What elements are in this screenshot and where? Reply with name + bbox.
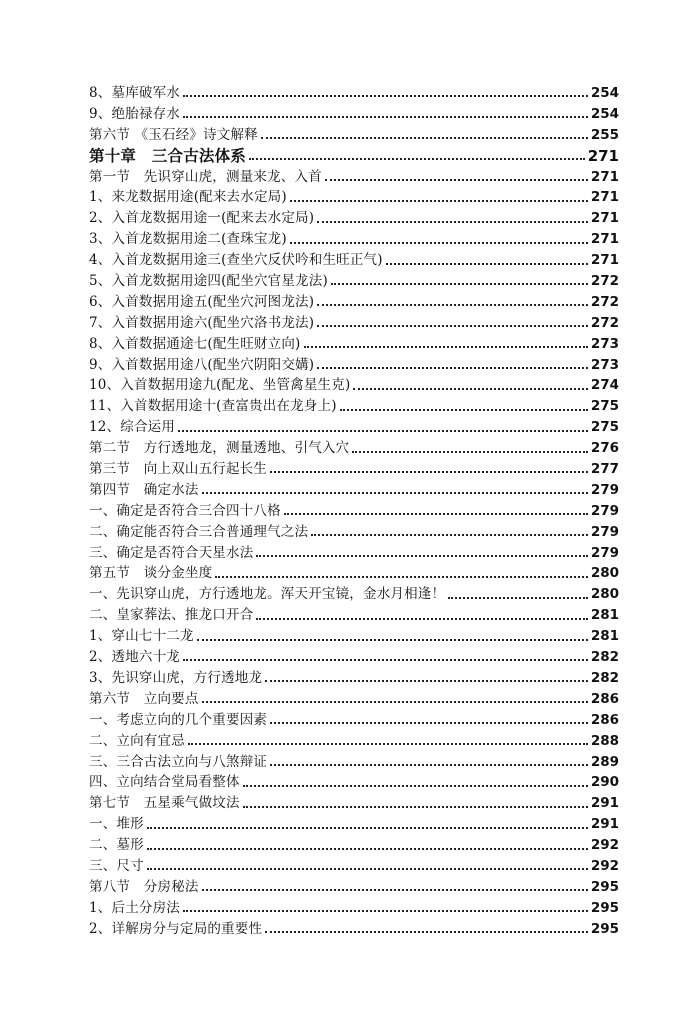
toc-dot-leader <box>290 242 588 244</box>
toc-section-row <box>89 689 619 710</box>
toc-page-number: 291 <box>590 816 619 833</box>
toc-page-number: 277 <box>590 461 619 478</box>
toc-page-number: 271 <box>590 189 619 206</box>
toc-page-number: 271 <box>590 252 619 269</box>
toc-entry-title: 一、考虑立向的几个重要因素 <box>89 711 268 728</box>
toc-dot-leader <box>284 513 588 515</box>
toc-dot-leader <box>147 868 588 870</box>
toc-dot-leader <box>178 430 588 432</box>
toc-item-row <box>89 375 619 396</box>
toc-item-row <box>89 250 619 271</box>
toc-entry-title: 第三节 向上双山五行起长生 <box>89 461 268 478</box>
toc-entry-title: 第十章 三合古法体系 <box>89 145 247 165</box>
toc-page-number: 282 <box>590 669 619 686</box>
toc-dot-leader <box>265 680 588 682</box>
toc-entry-title: 10、入首数据用途九(配龙、坐管禽星生克) <box>89 377 351 394</box>
toc-item-row <box>89 501 619 522</box>
toc-page-number: 286 <box>590 690 619 707</box>
toc-entry-title: 6、入首数据用途五(配坐穴河图龙法) <box>89 293 315 310</box>
toc-entry-title: 2、入首龙数据用途一(配来去水定局) <box>89 210 315 227</box>
toc-item-row <box>89 271 619 292</box>
toc-entry-title: 4、入首龙数据用途三(查坐穴反伏吟和生旺正气) <box>89 252 383 269</box>
toc-dot-leader <box>243 785 588 787</box>
toc-entry-title: 一、确定是否符合三合四十八格 <box>89 502 281 519</box>
toc-dot-leader <box>215 576 588 578</box>
toc-section-row <box>89 793 619 814</box>
toc-item-row <box>89 898 619 919</box>
toc-item-row <box>89 772 619 793</box>
table-of-contents <box>89 83 619 940</box>
toc-page-number: 281 <box>590 628 619 645</box>
toc-page-number: 275 <box>590 419 619 436</box>
toc-page-number: 275 <box>590 398 619 415</box>
toc-item-row <box>89 919 619 940</box>
toc-dot-leader <box>202 889 588 891</box>
toc-page-number: 254 <box>590 105 619 122</box>
toc-page-number: 272 <box>590 293 619 310</box>
toc-entry-title: 1、后土分房法 <box>89 899 180 916</box>
toc-entry-title: 三、尺寸 <box>89 857 144 874</box>
toc-dot-leader <box>304 346 588 348</box>
toc-dot-leader <box>183 659 588 661</box>
toc-page-number: 272 <box>590 314 619 331</box>
toc-page-number: 255 <box>590 126 619 143</box>
toc-dot-leader <box>317 325 588 327</box>
toc-item-row <box>89 522 619 543</box>
toc-page-number: 290 <box>590 774 619 791</box>
toc-item-row <box>89 313 619 334</box>
toc-dot-leader <box>317 304 588 306</box>
toc-dot-leader <box>256 555 587 557</box>
toc-entry-title: 二、立向有宜忌 <box>89 732 185 749</box>
toc-entry-title: 二、皇家葬法、推龙口开合 <box>89 607 254 624</box>
toc-page-number: 279 <box>590 481 619 498</box>
toc-page-number: 273 <box>590 335 619 352</box>
toc-item-row <box>89 626 619 647</box>
toc-dot-leader <box>243 806 588 808</box>
toc-item-row <box>89 292 619 313</box>
toc-dot-leader <box>353 388 587 390</box>
toc-entry-title: 第七节 五星乘气做坟法 <box>89 795 240 812</box>
toc-entry-title: 8、入首数据通途七(配生旺财立向) <box>89 335 301 352</box>
toc-dot-leader <box>325 179 588 181</box>
toc-item-row <box>89 814 619 835</box>
toc-entry-title: 1、穿山七十二龙 <box>89 628 194 645</box>
toc-entry-title: 三、三合古法立向与八煞辩证 <box>89 753 268 770</box>
toc-entry-title: 一、堆形 <box>89 816 144 833</box>
toc-entry-title: 2、透地六十龙 <box>89 649 180 666</box>
toc-item-row <box>89 334 619 355</box>
toc-chapter-row <box>89 146 619 167</box>
toc-section-row <box>89 877 619 898</box>
toc-item-row <box>89 835 619 856</box>
toc-item-row <box>89 710 619 731</box>
toc-page-number: 273 <box>590 356 619 373</box>
toc-entry-title: 第六节 《玉石经》诗文解释 <box>89 126 258 143</box>
toc-dot-leader <box>147 827 588 829</box>
toc-page-number: 254 <box>590 85 619 101</box>
toc-page-number: 289 <box>590 753 619 770</box>
toc-entry-title: 一、先识穿山虎，方行透地龙。浑天开宝镜，金水月相逢！ <box>89 586 446 603</box>
toc-dot-leader <box>290 200 588 202</box>
toc-entry-title: 2、详解房分与定局的重要性 <box>89 920 263 937</box>
toc-entry-title: 3、先识穿山虎，方行透地龙 <box>89 669 263 686</box>
toc-dot-leader <box>386 263 588 265</box>
toc-item-row <box>89 396 619 417</box>
toc-page-number: 291 <box>590 795 619 812</box>
toc-dot-leader <box>183 95 588 97</box>
toc-dot-leader <box>317 221 588 223</box>
toc-page-number: 280 <box>590 586 619 603</box>
toc-item-row <box>89 355 619 376</box>
toc-entry-title: 第四节 确定水法 <box>89 481 199 498</box>
toc-dot-leader <box>331 283 588 285</box>
toc-entry-title: 7、入首数据用途六(配坐穴洛书龙法) <box>89 314 315 331</box>
toc-page-number: 292 <box>590 857 619 874</box>
toc-dot-leader <box>352 451 588 453</box>
toc-entry-title: 9、入首数据用途八(配坐穴阴阳交媾) <box>89 356 315 373</box>
toc-entry-title: 四、立向结合堂局看整体 <box>89 774 240 791</box>
toc-dot-leader <box>249 158 585 160</box>
toc-page-number: 271 <box>590 231 619 248</box>
toc-item-row <box>89 584 619 605</box>
toc-dot-leader <box>270 471 588 473</box>
toc-dot-leader <box>202 492 588 494</box>
toc-page-number: 281 <box>590 607 619 624</box>
toc-entry-title: 三、确定是否符合天星水法 <box>89 544 254 561</box>
toc-page-number: 276 <box>590 440 619 457</box>
toc-dot-leader <box>188 743 588 745</box>
toc-dot-leader <box>265 931 588 933</box>
toc-section-row <box>89 563 619 584</box>
toc-page-number: 271 <box>590 210 619 227</box>
toc-entry-title: 第八节 分房秘法 <box>89 878 199 895</box>
toc-page-number: 279 <box>590 523 619 540</box>
toc-item-row <box>89 104 619 125</box>
toc-page-number: 286 <box>590 711 619 728</box>
toc-page-number: 295 <box>590 920 619 937</box>
toc-item-row <box>89 83 619 104</box>
toc-page-number: 271 <box>590 168 619 185</box>
toc-item-row <box>89 543 619 564</box>
toc-entry-title: 8、墓库破军水 <box>89 85 180 101</box>
toc-entry-title: 第六节 立向要点 <box>89 690 199 707</box>
toc-entry-title: 第二节 方行透地龙，测量透地、引气入穴 <box>89 440 350 457</box>
toc-page-number: 274 <box>590 377 619 394</box>
toc-entry-title: 11、入首数据用途十(查富贵出在龙身上) <box>89 398 337 415</box>
toc-dot-leader <box>202 701 588 703</box>
toc-item-row <box>89 752 619 773</box>
toc-dot-leader <box>147 848 588 850</box>
toc-entry-title: 9、绝胎禄存水 <box>89 105 180 122</box>
toc-entry-title: 12、综合运用 <box>89 419 176 436</box>
toc-dot-leader <box>311 534 588 536</box>
toc-page-number: 272 <box>590 273 619 290</box>
toc-section-row <box>89 125 619 146</box>
toc-entry-title: 第五节 谈分金坐度 <box>89 565 213 582</box>
toc-page-number: 288 <box>590 732 619 749</box>
toc-item-row <box>89 605 619 626</box>
toc-dot-leader <box>197 639 588 641</box>
toc-dot-leader <box>183 910 588 912</box>
toc-item-row <box>89 647 619 668</box>
toc-item-row <box>89 229 619 250</box>
toc-page-number: 279 <box>590 544 619 561</box>
toc-dot-leader <box>183 116 588 118</box>
toc-page-number: 295 <box>590 878 619 895</box>
toc-dot-leader <box>270 722 588 724</box>
toc-item-row <box>89 208 619 229</box>
toc-item-row <box>89 668 619 689</box>
toc-page-number: 292 <box>590 837 619 854</box>
toc-section-row <box>89 438 619 459</box>
toc-item-row <box>89 417 619 438</box>
toc-dot-leader <box>448 597 588 599</box>
toc-dot-leader <box>317 367 588 369</box>
toc-item-row <box>89 731 619 752</box>
toc-dot-leader <box>340 409 588 411</box>
toc-entry-title: 二、墓形 <box>89 837 144 854</box>
toc-item-row <box>89 856 619 877</box>
toc-section-row <box>89 167 619 188</box>
toc-entry-title: 二、确定能否符合三合普通理气之法 <box>89 523 309 540</box>
toc-dot-leader <box>261 137 588 139</box>
toc-dot-leader <box>270 764 588 766</box>
toc-dot-leader <box>256 618 587 620</box>
toc-entry-title: 3、入首龙数据用途二(查珠宝龙) <box>89 231 287 248</box>
toc-section-row <box>89 459 619 480</box>
toc-entry-title: 1、来龙数据用途(配来去水定局) <box>89 189 287 206</box>
toc-item-row <box>89 187 619 208</box>
toc-page-number: 295 <box>590 899 619 916</box>
toc-entry-title: 第一节 先识穿山虎，测量来龙、入首 <box>89 168 322 185</box>
toc-entry-title: 5、入首龙数据用途四(配坐穴官星龙法) <box>89 273 328 290</box>
toc-page-number: 282 <box>590 649 619 666</box>
toc-page-number: 280 <box>590 565 619 582</box>
toc-page-number: 271 <box>587 146 619 165</box>
toc-page-number: 279 <box>590 502 619 519</box>
toc-section-row <box>89 480 619 501</box>
